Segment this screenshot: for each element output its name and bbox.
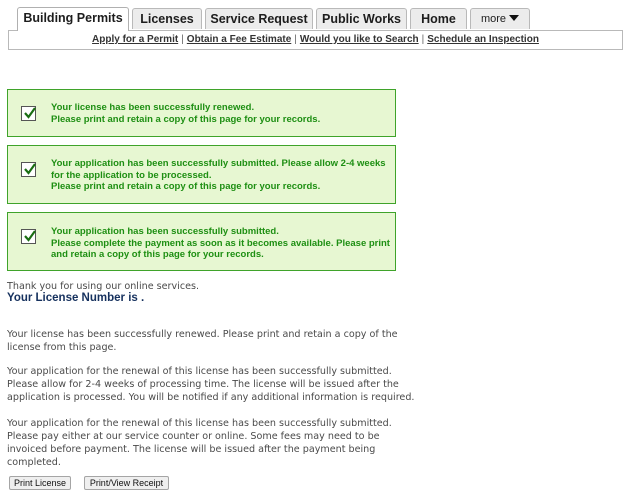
tab-label: Public Works	[322, 12, 401, 26]
renewal-info-paragraph: Your license has been successfully renewed. Please print and retain a copy of the license from this page.	[7, 329, 398, 353]
payment-info-paragraph: Your application for the renewal of this license has been successfully submitted. Please pay either at our service counter or online. Some fees may need to be invoiced before payment. The license will be issued after the payment being completed.	[7, 418, 392, 468]
thank-you-text: Thank you for using our online services.	[7, 281, 200, 292]
tab-building-permits[interactable]	[17, 7, 129, 31]
checkbox-checked-icon	[21, 106, 36, 121]
nav-separator: |	[294, 34, 297, 45]
checkbox-checked-icon	[21, 162, 36, 177]
tab-public-works[interactable]	[316, 8, 407, 29]
fee-estimate-link[interactable]: Obtain a Fee Estimate	[186, 34, 292, 45]
search-link[interactable]: Would you like to Search	[299, 34, 419, 45]
nav-separator: |	[421, 34, 425, 45]
tab-more[interactable]	[470, 8, 530, 29]
tab-label: Home	[421, 12, 456, 26]
checkbox-checked-icon	[21, 229, 36, 244]
alert-message: Your license has been successfully renewed. Please print and retain a copy of this page for your records.	[51, 102, 321, 125]
apply-for-permit-link[interactable]: Apply for a Permit	[92, 34, 179, 45]
schedule-inspection-link[interactable]: Schedule an Inspection	[427, 34, 539, 45]
tab-home[interactable]	[410, 8, 467, 29]
print-license-button[interactable]: Print License	[9, 476, 71, 490]
success-alert-submitted	[7, 145, 396, 204]
chevron-down-icon	[509, 15, 519, 21]
tab-label: Service Request	[210, 12, 308, 26]
sub-navigation	[8, 30, 623, 50]
print-view-receipt-button[interactable]: Print/View Receipt	[84, 476, 169, 490]
alert-message: Your application has been successfully submitted. Please complete the payment as soon as it becomes available. Please print and retain a copy of this page for your records.	[51, 226, 390, 260]
tab-label: Licenses	[140, 12, 194, 26]
success-alert-renewed	[7, 89, 396, 137]
nav-separator: |	[181, 34, 184, 45]
processing-info-paragraph: Your application for the renewal of this license has been successfully submitted. Please allow for 2-4 weeks of processing time. The license will be issued after the application is processed. You will be notified if any additional information is required.	[7, 366, 415, 403]
tab-label: Building Permits	[23, 11, 123, 25]
tab-bar	[0, 0, 625, 30]
tab-service-request[interactable]	[205, 8, 313, 29]
tab-label: more	[480, 13, 507, 25]
tab-licenses[interactable]	[132, 8, 202, 29]
success-alert-payment	[7, 212, 396, 271]
alert-message: Your application has been successfully submitted. Please allow 2-4 weeks for the application to be processed. Please print and retain a copy of this page for your records.	[51, 158, 386, 192]
license-number-title: Your License Number is .	[7, 292, 145, 304]
